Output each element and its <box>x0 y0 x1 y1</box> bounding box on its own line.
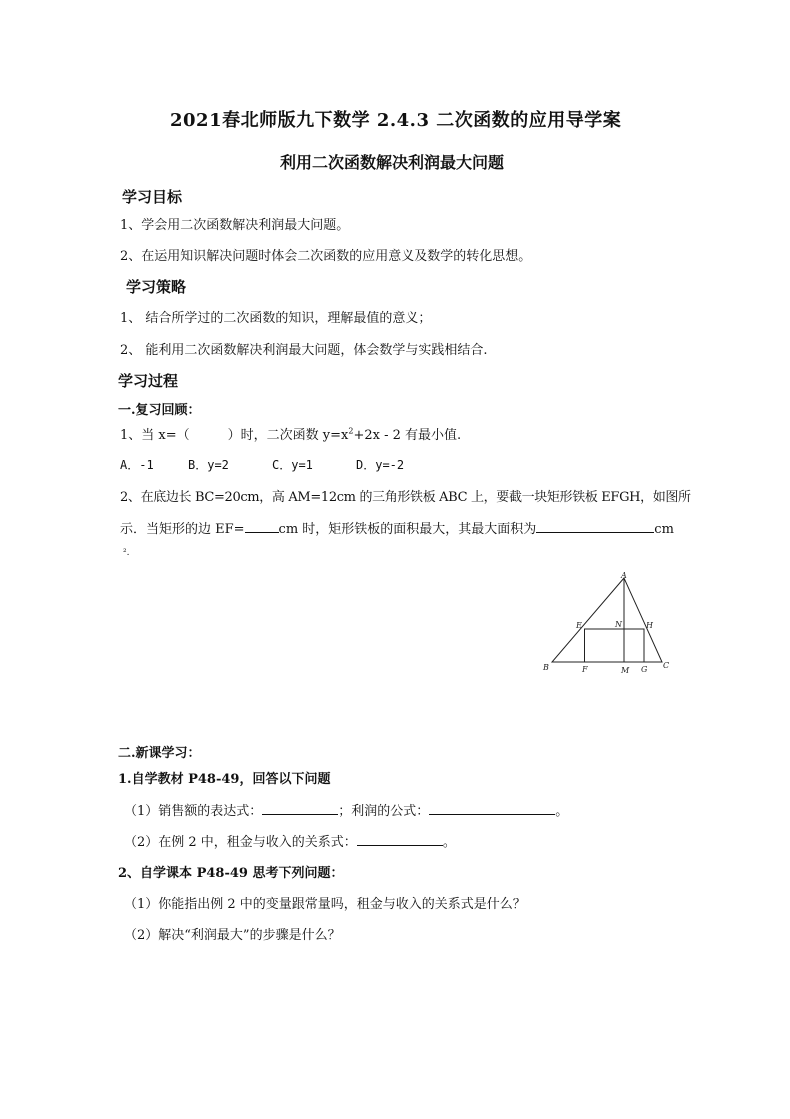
label-m: M <box>621 666 630 675</box>
label-b: B <box>543 663 549 672</box>
p1q2-b: 。 <box>442 835 456 850</box>
strategy-item-1: 1、 结合所学过的二次函数的知识，理解最值的意义； <box>120 311 432 326</box>
q2-area-blank[interactable] <box>536 519 654 533</box>
review-question-2-line-2 <box>120 518 674 537</box>
q1-suffix: ）时，二次函数 y=x <box>227 428 349 443</box>
review-question-2-line-3: ². <box>123 548 130 558</box>
strategy-heading: 学习策略 <box>126 278 187 296</box>
q1-option-b: B．y=2 <box>188 458 229 472</box>
label-g: G <box>641 665 648 674</box>
document-subtitle: 利用二次函数解决利润最大问题 <box>280 153 505 172</box>
profit-formula-blank[interactable] <box>429 801 555 815</box>
objective-item-2: 2、在运用知识解决问题时体会二次函数的应用意义及数学的转化思想。 <box>120 249 532 264</box>
q2-line2-a: 示．当矩形的边 EF= <box>120 522 245 537</box>
q2-ef-blank[interactable] <box>245 519 279 533</box>
q1-option-a: A．-1 <box>120 458 154 472</box>
label-e: E <box>576 621 582 630</box>
part2-heading: 2、自学课本 P48-49 思考下列问题： <box>118 866 344 881</box>
p1q1-c: 。 <box>555 804 569 819</box>
sales-expression-blank[interactable] <box>262 801 338 815</box>
part2-question-1: （1）你能指出例 2 中的变量跟常量吗，租金与收入的关系式是什么？ <box>124 897 526 912</box>
rectangle-efgh <box>585 629 645 662</box>
label-f: F <box>582 665 588 674</box>
p1q1-a: （1）销售额的表达式： <box>124 804 263 819</box>
strategy-item-2: 2、 能利用二次函数解决利润最大问题，体会数学与实践相结合. <box>120 343 488 358</box>
q1-option-d: D．y=-2 <box>356 458 405 472</box>
review-heading: 一.复习回顾： <box>118 403 201 418</box>
q1-exponent: 2 <box>348 426 354 436</box>
part2-question-2: （2）解决“利润最大”的步骤是什么？ <box>124 928 341 943</box>
q1-tail: +2x - 2 有最小值. <box>353 428 462 443</box>
label-a: A <box>621 572 627 580</box>
q2-line2-b: cm 时，矩形铁板的面积最大，其最大面积为 <box>278 522 537 537</box>
objectives-heading: 学习目标 <box>122 188 183 206</box>
p1q1-b: ；利润的公式： <box>338 804 430 819</box>
label-c: C <box>663 661 670 670</box>
part1-question-1 <box>124 800 568 819</box>
review-question-2-line-1: 2、在底边长 BC=20cm，高 AM=12cm 的三角形铁板 ABC 上，要截一块矩形铁板 EFGH，如图所 <box>120 490 691 505</box>
part1-question-2 <box>124 831 456 850</box>
label-h: H <box>646 621 653 630</box>
rent-income-blank[interactable] <box>357 832 443 846</box>
label-n: N <box>615 620 622 629</box>
objective-item-1: 1、学会用二次函数解决利润最大问题。 <box>120 218 350 233</box>
q1-prefix: 1、当 x=（ <box>120 428 190 443</box>
document-title: 2021春北师版九下数学 2.4.3 二次函数的应用导学案 <box>170 110 622 131</box>
review-question-1 <box>120 424 461 443</box>
part1-heading: 1.自学教材 P48-49，回答以下问题 <box>118 772 331 787</box>
q2-line2-c: cm <box>654 522 674 537</box>
triangle-abc <box>552 578 662 662</box>
triangle-figure <box>540 572 674 676</box>
p1q2-a: （2）在例 2 中，租金与收入的关系式： <box>124 835 357 850</box>
new-learning-heading: 二.新课学习： <box>118 746 201 761</box>
process-heading: 学习过程 <box>118 372 179 390</box>
q1-option-c: C．y=1 <box>272 458 313 472</box>
